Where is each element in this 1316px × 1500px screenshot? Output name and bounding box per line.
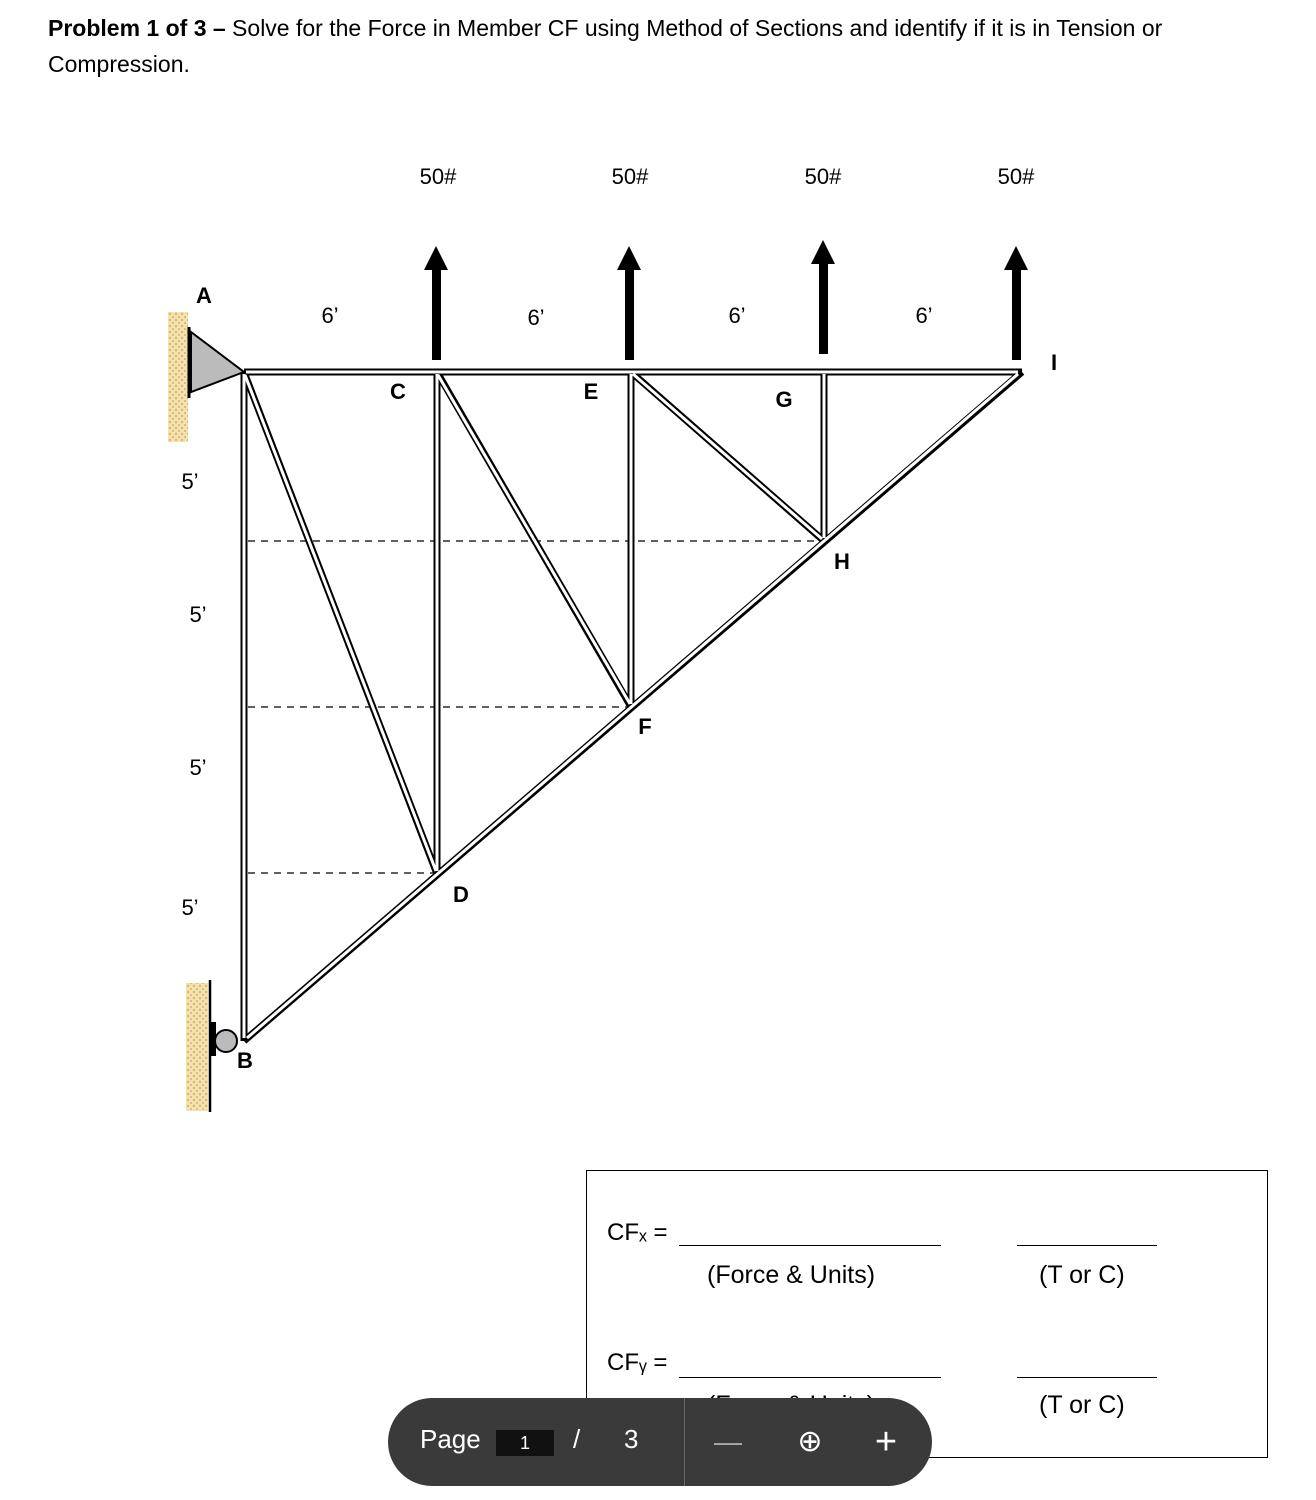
load-label-i: 50# [997,164,1035,189]
height-label-3: 5’ [189,755,207,780]
span-label-2: 6’ [527,305,545,330]
problem-text: Solve for the Force in Member CF using Method of Sections and identify if it is in Tension or Compression. [48,15,1163,77]
zoom-in-button[interactable]: + [874,1421,898,1463]
span-label-3: 6’ [728,303,746,328]
roller-support [215,1030,237,1052]
total-pages: 3 [624,1424,639,1454]
load-label-c: 50# [419,164,457,189]
page-label: Page [420,1424,481,1454]
height-label-4: 5’ [181,895,199,920]
pin-support [191,332,244,392]
cfy-tc-blank[interactable] [1017,1377,1157,1378]
node-label-c: C [390,379,406,404]
wall-top [168,312,188,442]
load-label-g: 50# [804,164,842,189]
height-label-2: 5’ [189,602,207,627]
cfx-tc-caption: (T or C) [1039,1261,1125,1289]
wall-bottom [186,983,208,1111]
page-number-input[interactable]: 1 [496,1430,554,1456]
cfy-force-blank[interactable] [679,1377,941,1378]
node-label-g: G [775,387,793,412]
span-label-4: 6’ [915,303,933,328]
cfx-force-blank[interactable] [679,1245,941,1246]
zoom-fit-icon[interactable]: ⊕ [797,1425,823,1458]
cfy-label: CFᵧ = [607,1349,668,1376]
cfx-force-caption: (Force & Units) [707,1261,876,1289]
height-label-1: 5’ [181,469,199,494]
cfy-tc-caption: (T or C) [1039,1391,1125,1419]
node-label-a: A [196,283,212,308]
cfx-label: CFₓ = [607,1219,668,1246]
node-label-i: I [1050,350,1058,375]
node-label-h: H [834,549,850,574]
toolbar-divider [684,1398,685,1486]
node-label-b: B [237,1048,253,1073]
span-label-1: 6’ [321,303,339,328]
page-separator: / [573,1424,581,1454]
problem-heading: Problem 1 of 3 – [48,15,226,41]
pdf-viewer-toolbar [388,1398,932,1486]
node-label-d: D [453,882,469,907]
load-label-e: 50# [611,164,649,189]
cfx-tc-blank[interactable] [1017,1245,1157,1246]
zoom-out-button[interactable]: — [714,1426,742,1457]
node-label-e: E [583,379,599,404]
node-label-f: F [638,714,652,739]
